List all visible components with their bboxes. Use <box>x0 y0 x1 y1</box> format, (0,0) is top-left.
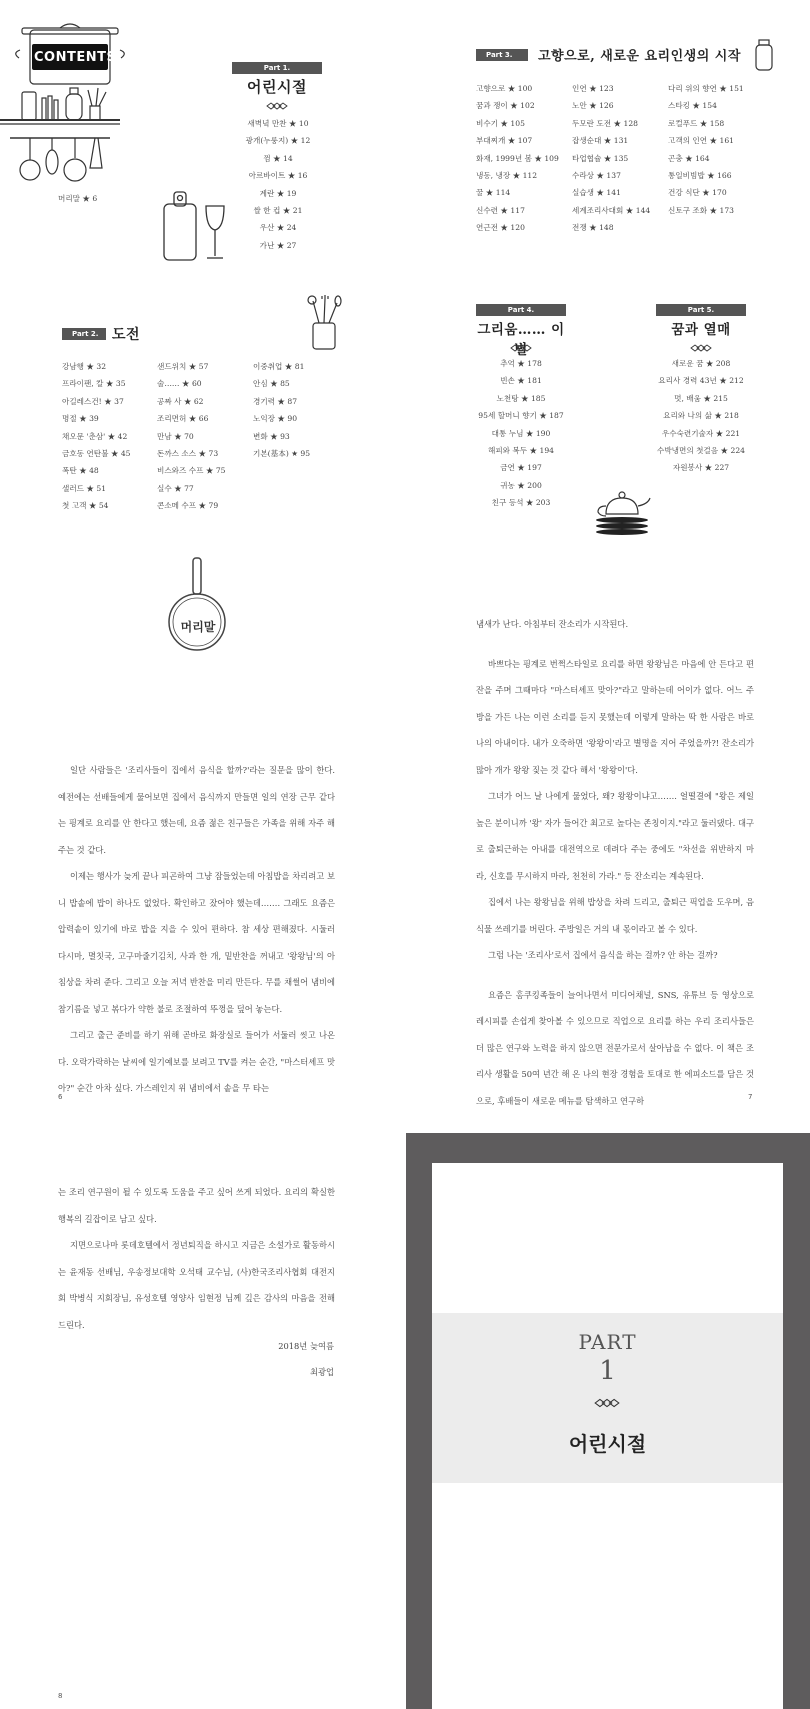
toc-item: 빈손 ★ 181 <box>500 376 542 386</box>
preface-right-column <box>476 611 754 1114</box>
toc-item: 요리사 경력 43년 ★ 212 <box>658 376 744 386</box>
toc-item: 수박냉면의 첫걸음 ★ 224 <box>656 445 745 455</box>
part5-badge-label: Part 5. <box>687 306 715 314</box>
toc-item: 계란 ★ 19 <box>259 188 297 198</box>
toc-item: 첫 고객 ★ 54 <box>62 501 109 511</box>
toc-item: 금연 ★ 197 <box>500 463 542 473</box>
toc-item: 기본(基本) ★ 95 <box>253 448 311 458</box>
part2-col3 <box>253 358 310 462</box>
toc-item: 조리면허 ★ 66 <box>157 414 209 424</box>
toc-item: 채오문 '춘삼' ★ 42 <box>62 431 128 441</box>
toc-item: 새로운 꿈 ★ 208 <box>671 359 731 368</box>
toc-item: 샌드위치 ★ 57 <box>157 362 209 371</box>
toc-item: 안심 ★ 85 <box>253 379 290 389</box>
paragraph: 집에서 나는 왕왕님을 위해 밥상을 차려 드리고, 출퇴근 픽업을 도우며, 음식물 쓰레기를 버린다. 주방일은 거의 내 몫이라고 볼 수 있다. <box>476 897 754 934</box>
part3-col2 <box>572 80 650 237</box>
paragraph: 그럼 나는 '조리사'로서 집에서 음식을 하는 걸까? 안 하는 걸까? <box>488 950 718 960</box>
preface-title: 머리말 <box>180 620 216 634</box>
part5-list <box>636 355 766 477</box>
toc-item: 95세 할머니 향기 ★ 187 <box>478 411 564 421</box>
opener-part-number: 1 <box>599 1356 616 1386</box>
toc-item: 꿀 ★ 114 <box>476 188 511 198</box>
toc-item: 귀농 ★ 200 <box>500 480 542 490</box>
paragraph: 그녀가 어느 날 나에게 물었다, 왜? 왕왕이냐고……. 얼떨결에 "왕은 제일 높은 분이니까 '왕' 자가 들어간 최고로 높다는 존칭이지."라고 둘러댔다. 대구로 출퇴근하는 아내를 대전역으로 데려다 주는 중에도 "차선을 위반하지 마라, 신호를 무시하지 마라, 천천히 가라." 등 잔소리는 계속된다. <box>476 791 754 881</box>
toc-item: 화재, 1999년 봄 ★ 109 <box>476 153 559 163</box>
part1-badge <box>232 62 322 74</box>
toc-item: 통일비빔밥 ★ 166 <box>668 170 732 180</box>
toc-item: 타업협슐 ★ 135 <box>572 153 629 163</box>
toc-item: 꿈과 쟁이 ★ 102 <box>476 101 535 111</box>
paragraph: 지면으로나마 롯데호텔에서 정년퇴직을 하시고 지금은 소설가로 활동하시는 윤재동 선배님, 우송정보대학 오석태 교수님, (사)한국조리사협회 대전지회 박병식 지회장님, 유성호텔 영양사 임현정 님께 깊은 감사의 마음을 전해 드린다. <box>58 1240 335 1330</box>
preface-date: 2018년 늦여름 <box>278 1341 334 1351</box>
paragraph: 바쁘다는 핑계로 번쩍스타일로 요리를 하면 왕왕님은 마음에 안 든다고 편잔을 주며 그때마다 "마스터셰프 맞아?"라고 말하는데 어이가 없다. 어느 주방을 가든 나는 이런 소리를 듣지 못했는데 이렇게 말하는 딱 한 사람은 바로 나의 아내이다. 내가 오죽하면 '왕왕이'라고 별명을 지어 주었을까?! 잔소리가 많아 개가 왕왕 짖는 것 같다 해서 '왕왕이'다. <box>476 658 754 775</box>
paragraph: 는 조리 연구원이 될 수 있도록 도움을 주고 싶어 쓰게 되었다. 요리의 확실한 행복의 길잡이로 남고 싶다. <box>58 1187 335 1224</box>
toc-item: 우수숙련기술자 ★ 221 <box>661 428 741 438</box>
toc-item: 요리와 나의 삶 ★ 218 <box>663 411 739 421</box>
part2-badge-label: Part 2. <box>72 330 99 338</box>
toc-item: 실수 ★ 77 <box>157 483 194 493</box>
toc-item: 돈까스 소스 ★ 73 <box>157 448 219 458</box>
toc-preface: 머리말 ★ 6 <box>58 194 98 203</box>
part3-col3 <box>668 80 744 219</box>
toc-item: 멋, 배움 ★ 215 <box>674 393 728 403</box>
part4-badge-label: Part 4. <box>507 306 535 314</box>
toc-item: 새벽녘 만찬 ★ 10 <box>247 119 309 128</box>
toc-item: 쌀 한 컵 ★ 21 <box>253 205 303 215</box>
page-number: 6 <box>58 1093 63 1101</box>
toc-item: 변화 ★ 93 <box>253 431 290 441</box>
preface-author: 최광업 <box>309 1367 334 1377</box>
toc-item: 노익장 ★ 90 <box>253 414 298 424</box>
toc-item: 부대찌개 ★ 107 <box>476 136 533 146</box>
frying-pan-icon <box>166 556 228 656</box>
ornament-icon <box>690 344 712 352</box>
toc-item: 고객의 인연 ★ 161 <box>668 136 735 146</box>
toc-item: 고향으로 ★ 100 <box>476 84 533 93</box>
toc-item: 세계조리사대회 ★ 144 <box>572 205 651 215</box>
paragraph: 그리고 출근 준비를 하기 위해 곧바로 화장실로 들어가 서둘러 씻고 나온다. 오락가락하는 날씨에 일기예보를 보려고 TV를 켜는 순간, "마스터셰프 맛아?" 순간 아차 싶다. 가스레인지 위 냄비에서 솥을 무 타는 <box>58 1030 335 1093</box>
toc-item: 자원봉사 ★ 227 <box>672 463 730 473</box>
preface-continued <box>58 1179 335 1338</box>
toc-item: 다리 위의 향연 ★ 151 <box>668 84 744 93</box>
toc-item: 프라이팬, 칼 ★ 35 <box>62 379 126 389</box>
part5-badge <box>656 304 746 316</box>
toc-item: 연근전 ★ 120 <box>476 223 525 233</box>
toc-item: 실습생 ★ 141 <box>572 188 621 198</box>
toc-item: 친구 등석 ★ 203 <box>491 498 551 508</box>
ornament-icon <box>510 344 532 352</box>
toc-item: 잡생순대 ★ 131 <box>572 136 629 146</box>
paragraph: 이제는 행사가 늦게 끝나 피곤하여 그냥 잠들었는데 아침밥을 차리려고 보니 밥솥에 밥이 하나도 없었다. 확인하고 잤어야 했는데……. 그래도 요즘은 압력솥이 있기에 바로 밥을 지을 수 있어 편하다. 참 세상 편해졌다. 시둘러 다시마, 멸칫국, 고구마줄기김치, 사과 한 개, 밑반찬을 꺼내고 '왕왕님'의 아침상을 차려 준다. 그리고 오늘 저녁 반찬을 미리 만든다. 무를 채썰어 냄비에 참기름을 넣고 볶다가 약한 불로 조절하여 뚜껑을 덮어 놓는다. <box>58 871 335 1014</box>
part4-badge <box>476 304 566 316</box>
toc-item: 아길레스건! ★ 37 <box>62 396 124 406</box>
toc-item: 명절 ★ 39 <box>62 414 99 424</box>
toc-item: 공짜 사 ★ 62 <box>157 396 204 406</box>
toc-item: 신수련 ★ 117 <box>476 205 525 215</box>
teapot-plates-illustration <box>592 484 652 540</box>
toc-item: 아르바이트 ★ 16 <box>248 171 308 181</box>
part3-badge-label: Part 3. <box>486 51 513 59</box>
toc-item: 비스와즈 수프 ★ 75 <box>157 466 226 476</box>
toc-item: 경기력 ★ 87 <box>253 396 298 406</box>
toc-item: 건강 식단 ★ 170 <box>668 188 727 198</box>
part3-col1 <box>476 80 559 237</box>
page-number: 7 <box>748 1093 753 1101</box>
toc-item: 폭탄 ★ 48 <box>62 466 99 476</box>
toc-item: 신토구 조화 ★ 173 <box>668 205 735 215</box>
toc-item: 두모란 도전 ★ 128 <box>572 118 639 128</box>
toc-item: 해피와 복두 ★ 194 <box>487 445 554 455</box>
toc-item: 우산 ★ 24 <box>259 223 297 233</box>
toc-item: 샐러드 ★ 51 <box>62 483 107 493</box>
jar-icon <box>754 38 774 72</box>
toc-item: 스타킹 ★ 154 <box>668 101 717 111</box>
toc-item: 로컬푸드 ★ 158 <box>668 118 725 128</box>
toc-item: 인연 ★ 123 <box>572 84 614 93</box>
part3-badge <box>476 49 528 61</box>
part2-badge <box>62 328 106 340</box>
toc-item: 곤충 ★ 164 <box>668 153 710 163</box>
toc-item: 추억 ★ 178 <box>500 359 542 368</box>
preface-left-column <box>58 757 335 1102</box>
part2-col1 <box>62 358 131 515</box>
toc-item: 노천탕 ★ 185 <box>496 393 546 403</box>
part2-col2 <box>157 358 226 515</box>
toc-item: 콘소메 수프 ★ 79 <box>157 501 219 511</box>
kitchen-shelf-illustration <box>0 20 135 185</box>
toc-item: 노안 ★ 126 <box>572 101 614 111</box>
part2-title: 도전 <box>112 327 141 343</box>
part4-list <box>461 355 581 512</box>
utensil-jar-illustration <box>305 295 345 351</box>
part1-badge-label: Part 1. <box>263 64 291 72</box>
toc-item: 술…… ★ 60 <box>157 379 202 389</box>
part1-title: 어린시절 <box>247 78 307 96</box>
toc-item: 수라상 ★ 137 <box>572 170 621 180</box>
toc-item: 금호동 연탄불 ★ 45 <box>62 448 131 458</box>
toc-item: 광개(누룽지) ★ 12 <box>245 136 311 146</box>
paragraph: 냄새가 난다. 아침부터 잔소리가 시작된다. <box>476 619 629 629</box>
toc-item: 강남행 ★ 32 <box>62 362 107 371</box>
toc-item: 껌 ★ 14 <box>263 153 293 163</box>
toc-item: 대통 누님 ★ 190 <box>491 428 551 438</box>
paragraph: 일단 사람들은 '조리사들이 집에서 음식을 할까?'라는 질문을 많이 한다. 예전에는 선배들에게 물어보면 집에서 음식까지 만들면 일의 연장 근무 같다는 핑계로 요리를 안 한다고 했는데, 요즘 젊은 친구들은 가족을 위해 자주 해 주는 것 같다. <box>58 765 335 855</box>
page-number: 8 <box>58 1692 63 1700</box>
toc-item: 비수기 ★ 105 <box>476 118 525 128</box>
toc-item: 냉동, 냉장 ★ 112 <box>476 170 538 180</box>
ornament-icon <box>594 1398 620 1408</box>
toc-item: 만남 ★ 70 <box>157 431 194 441</box>
paragraph: 요즘은 홈쿠킹족들이 늘어나면서 미디어채널, SNS, 유튜브 등 영상으로 레시피를 손쉽게 찾아볼 수 있으므로 직업으로 요리를 하는 우리 조리사들은 더 많은 연구와 노력을 하지 않으면 전문가로서 살아남을 수 없다. 이 책은 조리사 생활을 50여 년간 해 온 나의 현장 경험을 토대로 한 에피소드를 담은 것으로, 후배들이 새로운 메뉴를 탐색하고 연구하 <box>476 989 754 1106</box>
part5-title: 꿈과 열매 <box>671 322 731 338</box>
toc-item: 이중취업 ★ 81 <box>253 362 305 371</box>
contents-heading: CONTENTS <box>34 50 117 65</box>
ornament-icon <box>266 102 288 110</box>
opener-part-label: PART <box>578 1330 637 1354</box>
part4-title: 그리움…… 이별 <box>477 322 565 358</box>
part3-title: 고향으로, 새로운 요리인생의 시작 <box>538 49 741 64</box>
opener-title: 어린시절 <box>568 1432 647 1456</box>
toc-item: 전쟁 ★ 148 <box>572 223 614 233</box>
toc-item: 가난 ★ 27 <box>259 240 297 250</box>
part1-list <box>218 115 338 254</box>
